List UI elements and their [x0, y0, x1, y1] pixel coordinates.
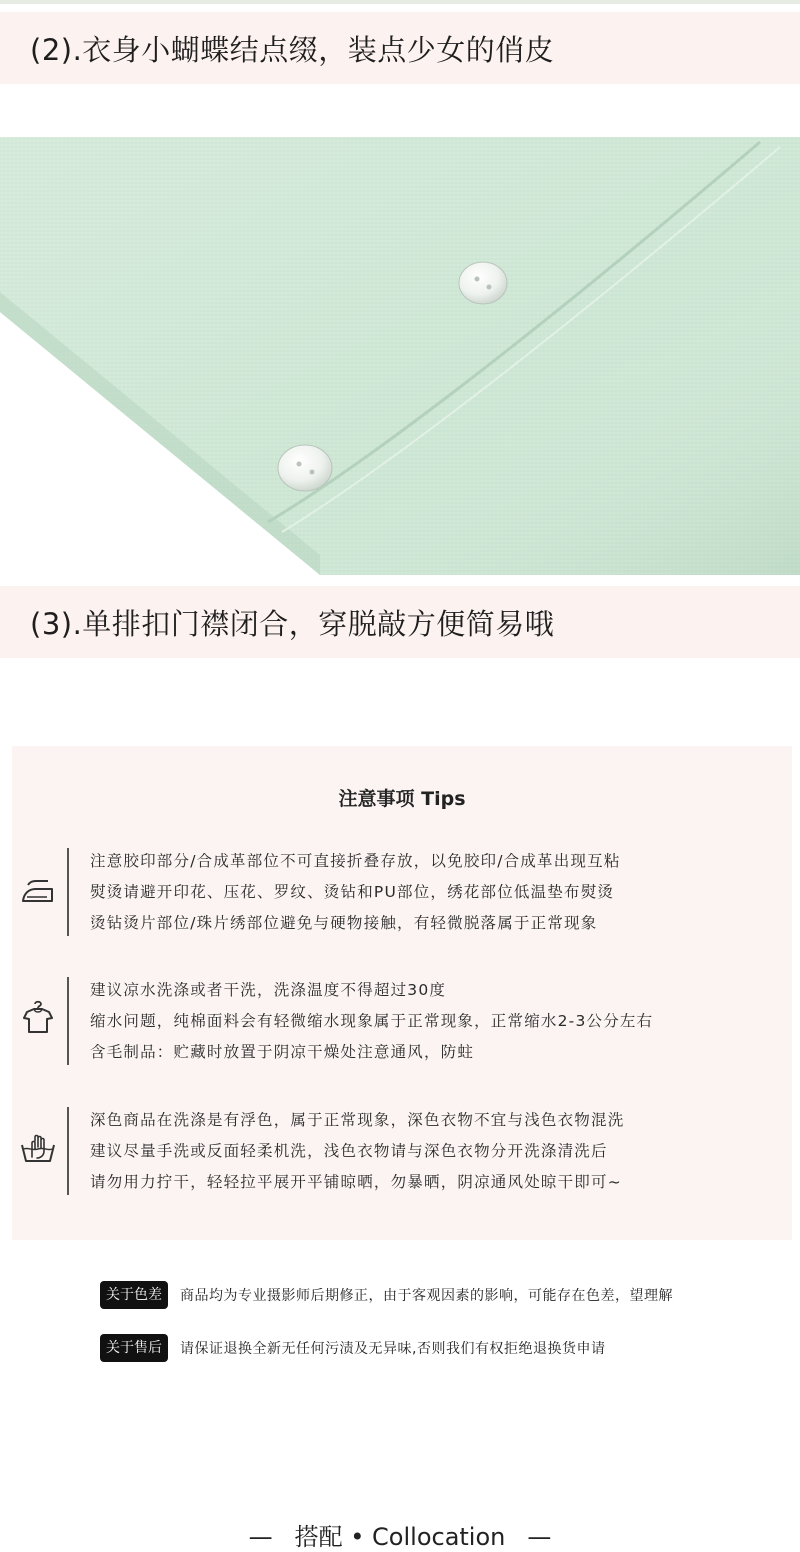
tip-line: 缩水问题，纯棉面料会有轻微缩水现象属于正常现象，正常缩水2-3公分左右	[90, 1012, 654, 1030]
product-detail-photo	[0, 137, 800, 575]
notice-color-difference	[100, 1280, 673, 1310]
tip-text-block	[90, 846, 621, 939]
tip-group-washing	[12, 975, 792, 1075]
heading-dash-right: —	[527, 1523, 552, 1551]
hand-wash-icon	[18, 1127, 58, 1167]
feature-caption-bowknot: (2).衣身小蝴蝶结点缀，装点少女的俏皮	[0, 12, 800, 84]
tip-group-color-care	[12, 1105, 792, 1205]
cardigan-button-lower	[278, 445, 332, 491]
tip-group-ironing	[12, 846, 792, 946]
tip-line: 建议凉水洗涤或者干洗，洗涤温度不得超过30度	[90, 981, 447, 999]
notice-badge: 关于售后	[100, 1334, 168, 1362]
tip-line: 含毛制品：贮藏时放置于阴凉干燥处注意通风，防蛀	[90, 1043, 475, 1061]
tips-title: 注意事项 Tips	[338, 788, 466, 810]
tip-divider	[67, 1107, 69, 1195]
collocation-section-heading	[0, 1517, 800, 1552]
tip-line: 深色商品在洗涤是有浮色，属于正常现象，深色衣物不宜与浅色衣物混洗	[90, 1111, 625, 1129]
notice-text: 请保证退换全新无任何污渍及无异味,否则我们有权拒绝退换货申请	[180, 1341, 606, 1357]
notice-after-sales	[100, 1333, 605, 1363]
tip-text-block	[90, 975, 653, 1068]
iron-icon	[18, 871, 58, 911]
notice-badge: 关于色差	[100, 1281, 168, 1309]
tip-line: 建议尽量手洗或反面轻柔机洗，浅色衣物请与深色衣物分开洗涤清洗后	[90, 1142, 608, 1160]
heading-dash-left: —	[248, 1523, 273, 1551]
tip-line: 请勿用力拧干，轻轻拉平展开平铺晾晒，勿暴晒，阴凉通风处晾干即可~	[90, 1173, 622, 1191]
collocation-label: 搭配 • Collocation	[294, 1523, 506, 1551]
tip-divider	[67, 848, 69, 936]
care-tips-card	[12, 746, 792, 1240]
tip-line: 烫钻烫片部位/珠片绣部位避免与硬物接触，有轻微脱落属于正常现象	[90, 914, 598, 932]
tip-line: 熨烫请避开印花、压花、罗纹、烫钻和PU部位，绣花部位低温垫布熨烫	[90, 883, 615, 901]
tip-line: 注意胶印部分/合成革部位不可直接折叠存放，以免胶印/合成革出现互粘	[90, 852, 621, 870]
top-divider-strip	[0, 0, 800, 4]
cardigan-button-upper	[459, 262, 507, 304]
shirt-hanger-icon	[18, 997, 58, 1037]
tip-text-block	[90, 1105, 624, 1198]
feature-caption-buttons: (3).单排扣门襟闭合，穿脱敲方便简易哦	[0, 586, 800, 658]
notice-text: 商品均为专业摄影师后期修正，由于客观因素的影响，可能存在色差，望理解	[180, 1288, 673, 1304]
tip-divider	[67, 977, 69, 1065]
